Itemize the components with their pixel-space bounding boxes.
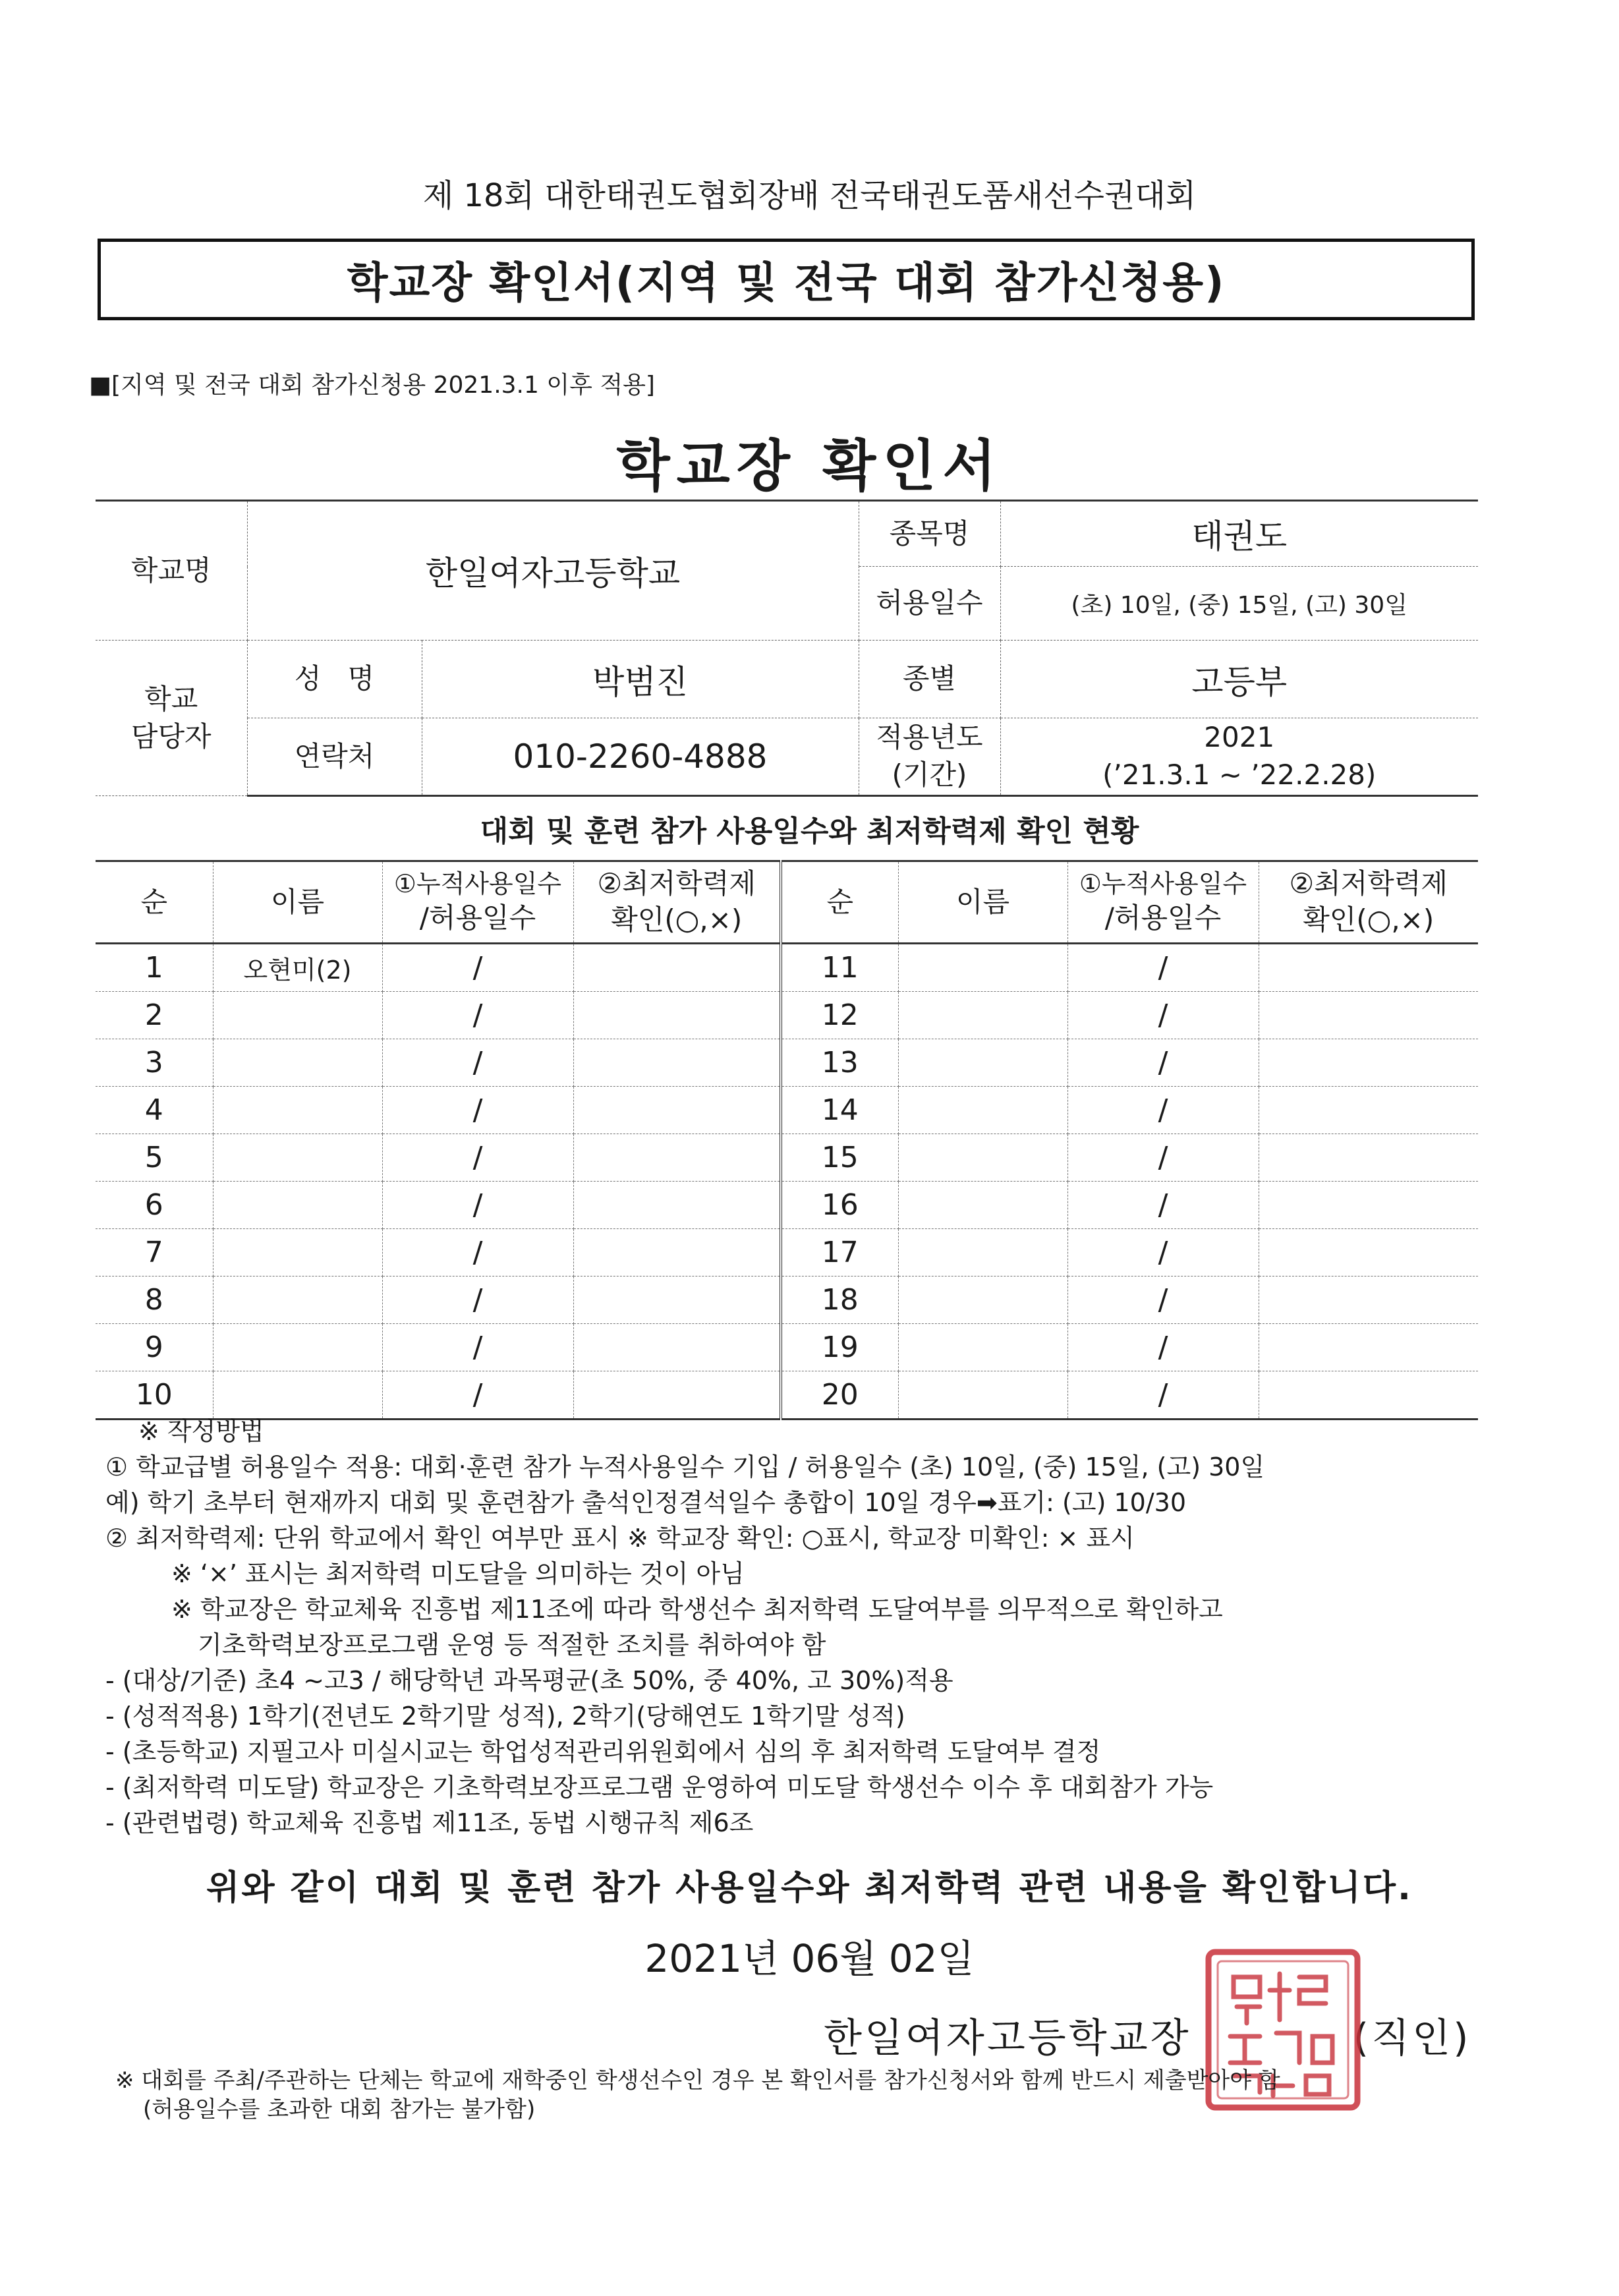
instructions-heading: ※ 작성방법 [138,1417,264,1446]
instruction-line: - (관련법령) 학교체육 진흥법 제11조, 동법 시행규칙 제6조 [105,1808,754,1837]
category-label: 종별 [859,641,1000,718]
year-label-line1: 적용년도 [876,721,983,754]
category-value: 고등부 [1000,641,1478,718]
footnote-line: ※ 대회를 주최/주관하는 단체는 학교에 재학중인 학생선수인 경우 본 확인서를 참가신청서와 함께 반드시 제출받아야 함 [115,2067,1280,2094]
col-days-left-line2: /허용일수 [419,902,536,934]
row-days-right: / [1067,1039,1259,1087]
year-label-line2: (기간) [892,759,967,791]
row-check-right [1259,1039,1478,1087]
status-table [96,860,1478,1420]
table-row [96,1324,1478,1371]
row-no-left: 10 [96,1371,213,1420]
main-title: 학교장 확인서 [616,434,1003,498]
col-days-left-line1: ①누적사용일수 [393,869,562,898]
row-name-left [213,1134,382,1182]
row-no-right: 12 [781,992,898,1039]
allowed-days-label: 허용일수 [859,567,1000,641]
manager-label-line2: 담당자 [130,720,212,753]
row-check-left [573,1182,781,1229]
row-name-right [898,1229,1067,1277]
event-title: 제 18회 대한태권도협회장배 전국태권도품새선수권대회 [422,177,1197,214]
row-no-right: 11 [781,944,898,992]
footnote-line: (허용일수를 초과한 대회 참가는 불가함) [143,2096,536,2123]
col-check-right-line2: 확인(○,×) [1303,904,1434,936]
row-days-left: / [382,1087,573,1134]
application-note: ■[지역 및 전국 대회 참가신청용 2021.3.1 이후 적용] [89,372,655,399]
row-check-left [573,992,781,1039]
row-no-left: 9 [96,1324,213,1371]
row-name-right [898,1371,1067,1420]
instruction-line: - (초등학교) 지필고사 미실시교는 학업성적관리위원회에서 심의 후 최저학력 도달여부 결정 [105,1737,1101,1766]
col-check-left-line2: 확인(○,×) [611,904,743,936]
seal-note: (직인) [1353,2015,1471,2061]
col-check-left-line1: ②최저학력제 [597,867,756,900]
row-days-left: / [382,1039,573,1087]
row-check-right [1259,1182,1478,1229]
row-check-right [1259,1371,1478,1420]
row-no-right: 15 [781,1134,898,1182]
manager-name-value: 박범진 [422,641,859,718]
row-name-left [213,1182,382,1229]
instruction-line: 기초학력보장프로그램 운영 등 적절한 조치를 취하여야 함 [198,1630,826,1659]
row-name-right [898,1182,1067,1229]
row-no-right: 16 [781,1182,898,1229]
col-no-left: 순 [96,861,213,944]
table-row [96,1087,1478,1134]
row-days-left: / [382,992,573,1039]
col-name-left: 이름 [213,861,382,944]
row-no-left: 7 [96,1229,213,1277]
row-no-left: 3 [96,1039,213,1087]
school-name-value: 한일여자고등학교 [247,501,859,641]
col-name-right: 이름 [898,861,1067,944]
row-check-right [1259,1229,1478,1277]
row-check-left [573,1371,781,1420]
col-no-right: 순 [781,861,898,944]
principal-name: 한일여자고등학교장 [824,2015,1191,2061]
table-row [96,944,1478,992]
row-name-left: 오현미(2) [213,944,382,992]
allowed-days-value: (초) 10일, (중) 15일, (고) 30일 [1000,567,1478,641]
row-days-right: / [1067,992,1259,1039]
table-row [96,1277,1478,1324]
row-no-left: 1 [96,944,213,992]
row-no-right: 18 [781,1277,898,1324]
row-name-right [898,1087,1067,1134]
row-days-right: / [1067,1134,1259,1182]
row-name-right [898,1324,1067,1371]
row-name-left [213,1229,382,1277]
table-row [96,1039,1478,1087]
row-check-right [1259,1324,1478,1371]
row-name-right [898,992,1067,1039]
row-name-right [898,944,1067,992]
confirmation-statement: 위와 같이 대회 및 훈련 참가 사용일수와 최저학력 관련 내용을 확인합니다. [206,1868,1413,1908]
row-days-left: / [382,1277,573,1324]
row-name-left [213,1039,382,1087]
col-days-right-line2: /허용일수 [1104,902,1222,934]
principal-signature-line [824,2007,1471,2063]
footnote [115,2066,1280,2124]
row-days-left: / [382,944,573,992]
instruction-line: - (최저학력 미도달) 학교장은 기초학력보장프로그램 운영하여 미도달 학생선수 이수 후 대회참가 가능 [105,1773,1214,1802]
row-no-right: 19 [781,1324,898,1371]
row-days-left: / [382,1229,573,1277]
manager-label-line1: 학교 [144,682,198,715]
year-label [859,718,1000,796]
table-row [96,1371,1478,1420]
row-check-left [573,944,781,992]
col-days-right [1067,861,1259,944]
row-check-left [573,1324,781,1371]
row-check-right [1259,1134,1478,1182]
boxed-title [98,239,1475,320]
year-value [1000,718,1478,796]
row-name-left [213,1371,382,1420]
instruction-line: 예) 학기 초부터 현재까지 대회 및 훈련참가 출석인정결석일수 총합이 10일 경우➡표기: (고) 10/30 [105,1488,1187,1517]
row-no-right: 17 [781,1229,898,1277]
col-days-left [382,861,573,944]
instruction-line: ※ 학교장은 학교체육 진흥법 제11조에 따라 학생선수 최저학력 도달여부를 의무적으로 확인하고 [171,1595,1223,1624]
row-days-right: / [1067,1229,1259,1277]
issue-date: 2021년 06월 02일 [644,1936,975,1981]
row-days-left: / [382,1371,573,1420]
row-check-left [573,1039,781,1087]
event-label: 종목명 [859,501,1000,567]
row-check-right [1259,992,1478,1039]
row-days-right: / [1067,1324,1259,1371]
row-days-left: / [382,1324,573,1371]
row-check-right [1259,944,1478,992]
row-check-left [573,1229,781,1277]
col-check-right [1259,861,1478,944]
event-value: 태권도 [1000,501,1478,567]
instruction-line: ① 학교급별 허용일수 적용: 대회·훈련 참가 누적사용일수 기입 / 허용일수 (초) 10일, (중) 15일, (고) 30일 [105,1452,1265,1481]
row-name-left [213,1277,382,1324]
row-check-right [1259,1087,1478,1134]
instruction-line: - (대상/기준) 초4 ~고3 / 해당학년 과목평균(초 50%, 중 40%, 고 30%)적용 [105,1666,953,1695]
row-no-right: 13 [781,1039,898,1087]
row-name-left [213,1087,382,1134]
row-days-left: / [382,1182,573,1229]
row-no-left: 5 [96,1134,213,1182]
row-no-right: 20 [781,1371,898,1420]
row-no-left: 4 [96,1087,213,1134]
row-days-right: / [1067,1277,1259,1324]
school-name-label: 학교명 [96,501,247,641]
instructions [105,1414,1502,1841]
row-days-right: / [1067,1371,1259,1420]
row-no-left: 8 [96,1277,213,1324]
table-row [96,1229,1478,1277]
row-name-right [898,1039,1067,1087]
row-name-right [898,1277,1067,1324]
status-title: 대회 및 훈련 참가 사용일수와 최저학력제 확인 현황 [480,815,1139,848]
info-table [96,500,1478,797]
col-days-right-line1: ①누적사용일수 [1079,869,1247,898]
table-row [96,1182,1478,1229]
manager-name-label: 성 명 [247,641,422,718]
status-header-row [96,861,1478,944]
col-check-right-line1: ②최저학력제 [1289,867,1448,900]
instruction-line: ※ ‘×’ 표시는 최저학력 미도달을 의미하는 것이 아님 [171,1559,745,1588]
boxed-title-text: 학교장 확인서(지역 및 전국 대회 참가신청용) [347,259,1226,308]
row-check-left [573,1277,781,1324]
year-value-line1: 2021 [1204,721,1275,754]
table-row [96,1134,1478,1182]
instruction-line: ② 최저학력제: 단위 학교에서 확인 여부만 표시 ※ 학교장 확인: ○표시, 학교장 미확인: × 표시 [105,1524,1135,1553]
instruction-line: - (성적적용) 1학기(전년도 2학기말 성적), 2학기(당해연도 1학기말 성적) [105,1702,905,1731]
contact-value: 010-2260-4888 [422,718,859,796]
contact-label: 연락처 [247,718,422,796]
row-name-left [213,992,382,1039]
row-days-right: / [1067,944,1259,992]
row-days-right: / [1067,1087,1259,1134]
year-value-line2: (’21.3.1 ~ ’22.2.28) [1102,759,1377,791]
row-check-right [1259,1277,1478,1324]
row-no-right: 14 [781,1087,898,1134]
row-name-right [898,1134,1067,1182]
row-days-left: / [382,1134,573,1182]
row-days-right: / [1067,1182,1259,1229]
table-row [96,992,1478,1039]
manager-label [96,641,247,796]
row-check-left [573,1134,781,1182]
row-name-left [213,1324,382,1371]
row-no-left: 6 [96,1182,213,1229]
col-check-left [573,861,781,944]
row-no-left: 2 [96,992,213,1039]
row-check-left [573,1087,781,1134]
